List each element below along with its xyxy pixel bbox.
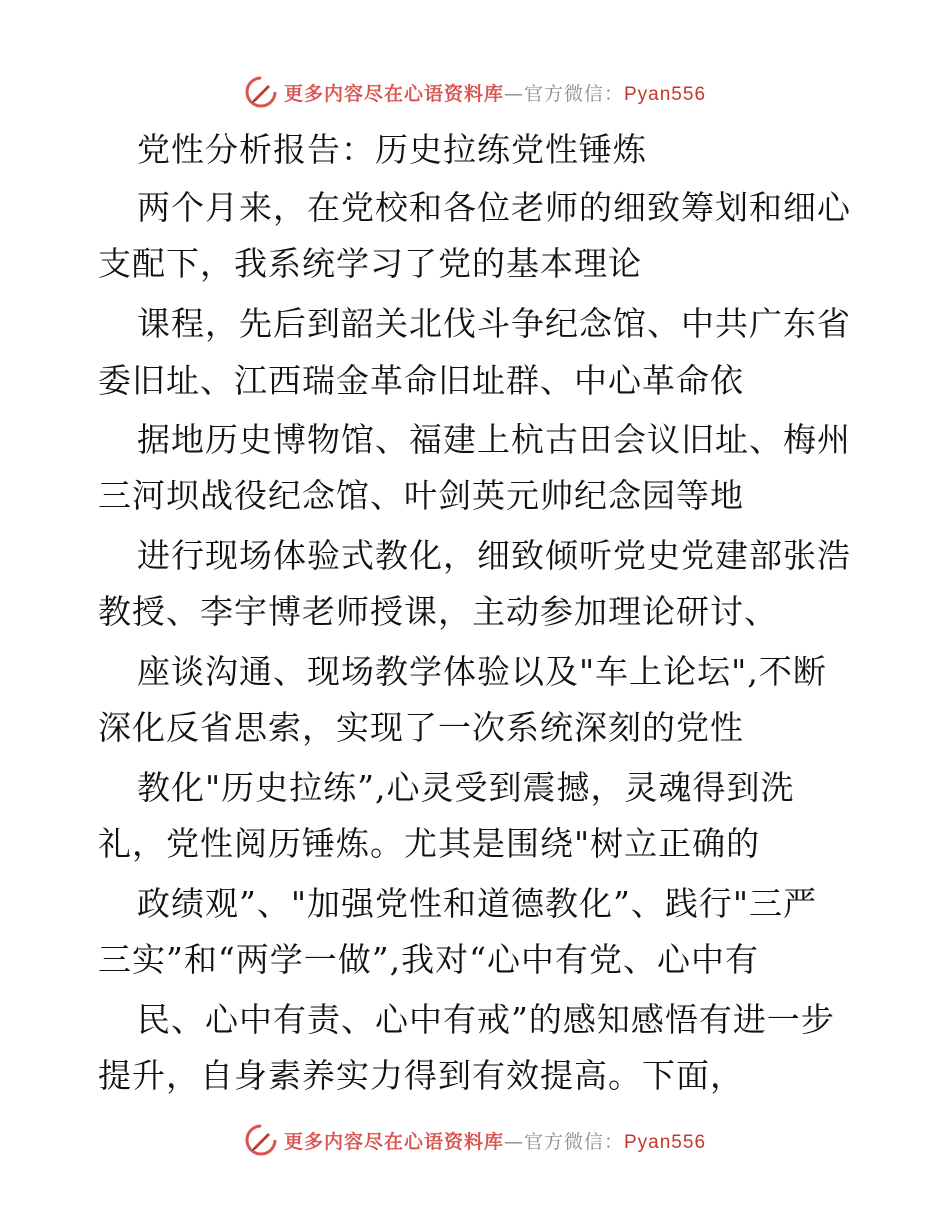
- doc-line: 委旧址、江西瑞金革命旧址群、中心革命依: [98, 361, 744, 400]
- header-banner: [0, 72, 950, 112]
- doc-line: 教授、李宇博老师授课，主动参加理论研讨、: [98, 592, 778, 631]
- banner-official-label: 官方微信：: [523, 82, 624, 105]
- banner-separator: —: [503, 1130, 524, 1153]
- doc-line: 两个月来，在党校和各位老师的细致筹划和细心: [137, 188, 851, 227]
- banner-text: [284, 79, 706, 106]
- banner-wechat-id: Pyan556: [624, 1131, 707, 1153]
- banner-separator: —: [503, 82, 524, 105]
- doc-line: 支配下，我系统学习了党的基本理论: [98, 244, 642, 283]
- doc-title: 党性分析报告：历史拉练党性锤炼: [137, 130, 647, 169]
- doc-line: 深化反省思索，实现了一次系统深刻的党性: [98, 708, 744, 747]
- footer-banner-content: [244, 1123, 706, 1157]
- doc-line: 课程，先后到韶关北伐斗争纪念馆、中共广东省: [137, 304, 851, 343]
- pen-swirl-logo-icon: [244, 1123, 278, 1157]
- doc-line: 礼，党性阅历锤炼。尤其是围绕"树立正确的: [98, 824, 761, 863]
- header-banner-content: [244, 75, 706, 109]
- doc-line: 政绩观”、"加强党性和道德教化”、践行"三严: [137, 884, 818, 923]
- doc-line: 进行现场体验式教化，细致倾听党史党建部张浩: [137, 536, 851, 575]
- footer-banner: [0, 1120, 950, 1160]
- doc-line: 教化"历史拉练”,心灵受到震撼，灵魂得到洗: [137, 768, 795, 807]
- banner-text: [284, 1127, 706, 1154]
- banner-brand: 更多内容尽在心语资料库: [283, 1130, 504, 1153]
- pen-swirl-logo-icon: [244, 75, 278, 109]
- doc-line: 民、心中有责、心中有戒”的感知感悟有进一步: [137, 1000, 835, 1039]
- doc-line: 提升，自身素养实力得到有效提高。下面，: [98, 1056, 744, 1095]
- doc-line: 三河坝战役纪念馆、叶剑英元帅纪念园等地: [98, 476, 744, 515]
- banner-brand: 更多内容尽在心语资料库: [283, 82, 504, 105]
- doc-line: 据地历史博物馆、福建上杭古田会议旧址、梅州: [137, 420, 851, 459]
- banner-wechat-id: Pyan556: [624, 83, 707, 105]
- banner-official-label: 官方微信：: [523, 1130, 624, 1153]
- doc-line: 三实”和“两学一做”,我对“心中有党、心中有: [98, 940, 759, 979]
- doc-line: 座谈沟通、现场教学体验以及"车上论坛",不断: [137, 652, 827, 691]
